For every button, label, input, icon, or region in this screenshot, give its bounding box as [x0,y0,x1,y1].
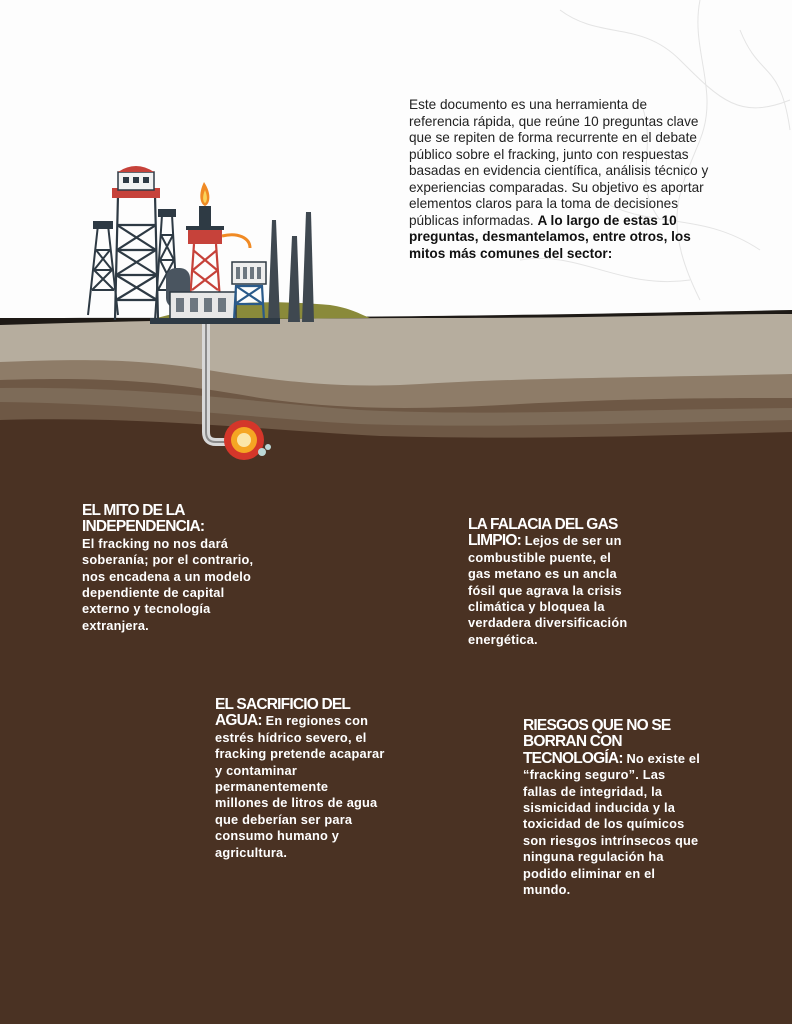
myth-title: EL MITO DE LA INDEPENDENCIA: [82,502,205,536]
myth-independence [82,503,257,634]
intro-text: Este documento es una herramienta de referencia rápida, que reúne 10 preguntas clave que se repiten de forma recurrente en el debate público sobre el fracking, junto con respuestas basadas en evidencia científica, análisis técnico y experiencias comparadas. Su objetivo es aportar elementos claros para la toma de decisiones públicas informadas. [409,97,709,228]
chimneys-icon [268,212,314,322]
pipe-curl [222,235,250,248]
flare-tower-icon [186,182,224,300]
derrick-main-icon [112,166,160,320]
myth-clean-gas [468,517,628,648]
myth-technology-risks [523,718,703,898]
myth-body: El fracking no nos dará soberanía; por el contrario, nos encadena a un modelo dependiente de capital externo y tecnología extranjera. [82,535,254,633]
myth-body: No existe el “fracking seguro”. Las fallas de integridad, la sismicidad inducida y la toxicidad de los químicos son riesgos intrínsecos que ninguna regulación ha podido eliminar en el mundo. [523,750,700,898]
myth-water-sacrifice [215,697,385,861]
intro-paragraph [409,97,709,262]
platform-base [150,318,280,324]
myth-body: En regiones con estrés hídrico severo, el fracking pretende acaparar y contaminar permanentemente millones de litros de agua que deberían ser para consumo humano y agricultura. [215,713,385,860]
intro-bold-text: A lo largo de estas 10 preguntas, desmantelamos, entre otros, los mitos más comunes del sector: [409,212,691,261]
myth-title: EL SACRIFICIO DEL AGUA: [215,696,350,730]
myth-title: LA FALACIA DEL GAS LIMPIO: [468,516,618,550]
myth-title: RIESGOS QUE NO SE BORRAN CON TECNOLOGÍA: [523,717,671,767]
derrick-left-icon [88,222,118,315]
myth-body: Lejos de ser un combustible puente, el gas metano es un ancla fósil que agrava la crisis climática y bloquea la verdadera diversificación energética. [468,533,628,647]
